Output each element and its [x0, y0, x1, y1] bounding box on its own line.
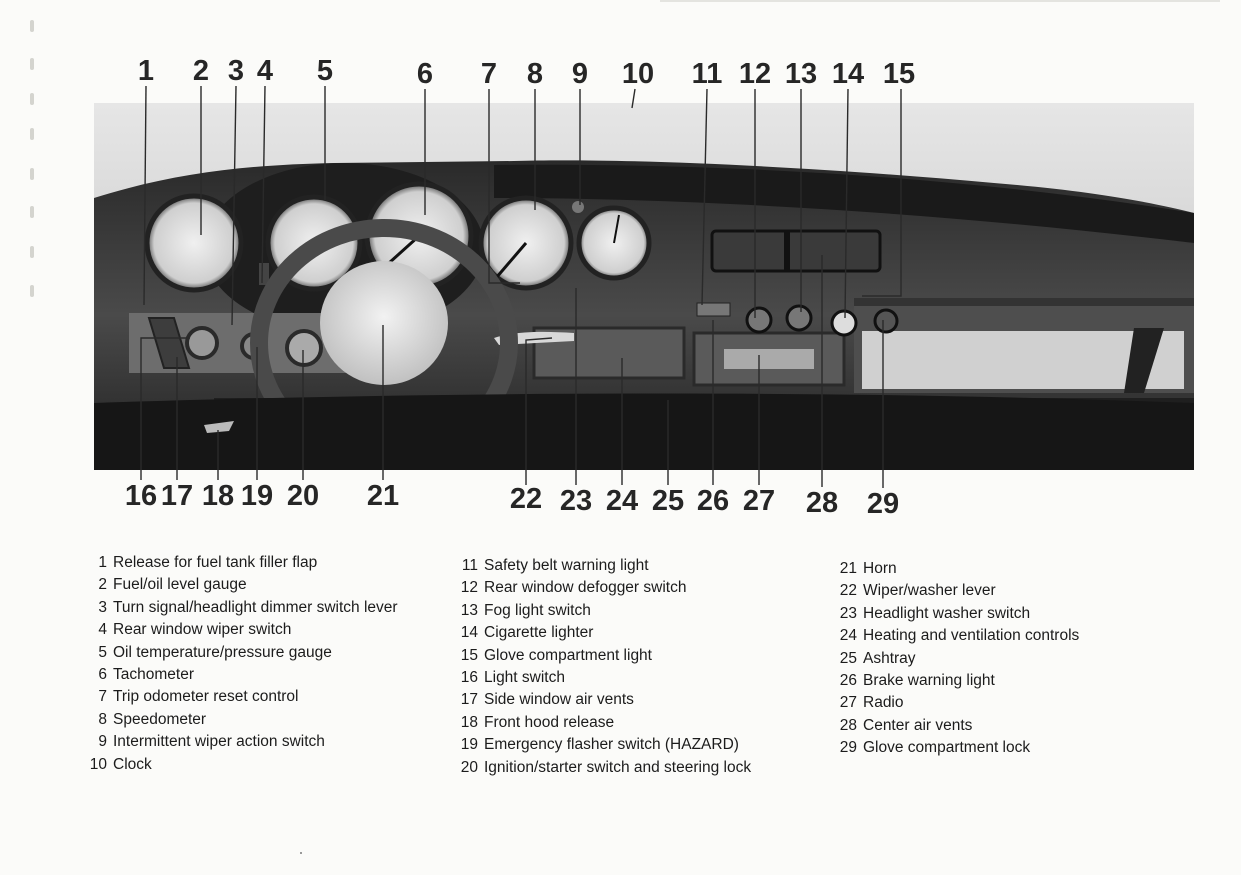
- legend-item: [456, 734, 751, 756]
- callout-number: 2: [192, 55, 210, 87]
- legend-label: Oil temperature/pressure gauge: [113, 643, 332, 661]
- legend-item: [85, 574, 398, 596]
- legend-item: [85, 709, 398, 731]
- callout-number: 29: [866, 488, 900, 520]
- legend-item: [456, 645, 751, 667]
- legend-item: [835, 692, 1079, 714]
- legend-item: [456, 667, 751, 689]
- legend-label: Brake warning light: [863, 672, 995, 690]
- binding-mark: [30, 246, 34, 258]
- callout-number: 19: [240, 480, 274, 512]
- legend-number: 11: [461, 557, 478, 574]
- callout-number: 8: [526, 58, 544, 90]
- legend-item: [85, 686, 398, 708]
- legend-item: [835, 558, 1079, 580]
- callout-number: 3: [227, 55, 245, 87]
- callout-number: 25: [651, 485, 685, 517]
- legend-label: Rear window wiper switch: [113, 621, 292, 639]
- legend-label: Heating and ventilation controls: [863, 627, 1080, 645]
- legend-number: 15: [460, 646, 478, 664]
- callout-number: 27: [742, 485, 776, 517]
- legend-column-1: [85, 552, 398, 776]
- scan-speck: [300, 852, 302, 854]
- legend-number: 22: [839, 582, 857, 600]
- callout-number: 24: [605, 485, 639, 517]
- callout-number: 13: [784, 58, 818, 90]
- legend-item: [85, 664, 398, 686]
- legend-label: Ashtray: [863, 649, 916, 667]
- binding-mark: [30, 285, 34, 297]
- legend-item: [456, 622, 751, 644]
- callout-number: 26: [696, 485, 730, 517]
- binding-mark: [30, 58, 34, 70]
- legend-item: [456, 757, 751, 779]
- legend-number: 8: [98, 710, 107, 728]
- legend-item: [835, 603, 1079, 625]
- legend-label: Safety belt warning light: [484, 557, 649, 574]
- legend-number: 5: [98, 643, 107, 661]
- legend-number: 17: [460, 691, 478, 709]
- legend-label: Speedometer: [113, 710, 207, 728]
- callout-number: 15: [882, 58, 916, 90]
- callout-number: 28: [805, 487, 839, 519]
- legend-item: [456, 577, 751, 599]
- legend-label: Fog light switch: [484, 601, 591, 619]
- legend-label: Radio: [863, 694, 904, 712]
- callout-number: 5: [316, 55, 334, 87]
- legend-label: Release for fuel tank filler flap: [113, 554, 318, 571]
- legend-label: Headlight washer switch: [863, 604, 1031, 622]
- legend-number: 25: [839, 649, 857, 667]
- legend-item: [456, 600, 751, 622]
- callout-number: 23: [559, 485, 593, 517]
- legend-item: [85, 552, 398, 574]
- callout-number: 22: [509, 483, 543, 515]
- callout-number: 17: [160, 480, 194, 512]
- callout-number: 4: [256, 55, 274, 87]
- legend-label: Horn: [863, 560, 897, 577]
- legend-item: [85, 619, 398, 641]
- legend-item: [835, 670, 1079, 692]
- legend-item: [456, 689, 751, 711]
- legend-item: [456, 555, 751, 577]
- legend-item: [835, 648, 1079, 670]
- callout-number: 21: [366, 480, 400, 512]
- dashboard-photo: [94, 103, 1194, 470]
- legend-number: 2: [98, 576, 107, 594]
- callout-number: 12: [738, 58, 772, 90]
- legend-number: 3: [98, 598, 107, 616]
- legend-number: 18: [460, 713, 478, 731]
- binding-mark: [30, 93, 34, 105]
- legend-number: 16: [460, 669, 478, 687]
- legend-number: 12: [460, 579, 478, 597]
- legend-label: Glove compartment light: [484, 646, 652, 664]
- legend-column-2: [456, 555, 751, 779]
- legend-label: Ignition/starter switch and steering lock: [484, 758, 752, 776]
- legend-number: 20: [460, 758, 478, 776]
- legend-item: [85, 754, 398, 776]
- legend-label: Cigarette lighter: [484, 624, 594, 642]
- legend-label: Fuel/oil level gauge: [113, 576, 247, 594]
- legend-item: [835, 580, 1079, 602]
- legend-label: Rear window defogger switch: [484, 579, 687, 597]
- legend-number: 10: [89, 755, 107, 773]
- legend-number: 28: [839, 716, 857, 734]
- callout-number: 7: [480, 58, 498, 90]
- legend-number: 27: [839, 694, 857, 712]
- legend-number: 21: [839, 560, 857, 577]
- binding-mark: [30, 168, 34, 180]
- legend-number: 19: [460, 736, 478, 754]
- callout-number: 20: [286, 480, 320, 512]
- callout-number: 6: [416, 58, 434, 90]
- legend-label: Turn signal/headlight dimmer switch lever: [113, 598, 398, 616]
- legend-label: Tachometer: [113, 666, 194, 684]
- legend-number: 24: [839, 627, 857, 645]
- legend-number: 9: [98, 733, 107, 751]
- legend-label: Emergency flasher switch (HAZARD): [484, 736, 739, 754]
- callout-number: 1: [137, 55, 155, 87]
- legend-number: 23: [839, 604, 857, 622]
- binding-mark: [30, 20, 34, 32]
- legend-item: [835, 715, 1079, 737]
- legend-number: 14: [460, 624, 478, 642]
- binding-mark: [30, 128, 34, 140]
- legend-number: 29: [839, 739, 857, 757]
- callout-number: 14: [831, 58, 865, 90]
- legend-item: [835, 737, 1079, 759]
- legend-number: 13: [460, 601, 478, 619]
- legend-column-3: [835, 558, 1079, 760]
- legend-label: Wiper/washer lever: [863, 582, 996, 600]
- legend-number: 4: [98, 621, 107, 639]
- legend-label: Clock: [113, 755, 152, 773]
- legend-item: [85, 731, 398, 753]
- legend-item: [835, 625, 1079, 647]
- legend-number: 26: [839, 672, 857, 690]
- legend-label: Intermittent wiper action switch: [113, 733, 325, 751]
- legend-item: [456, 712, 751, 734]
- legend-number: 1: [98, 554, 107, 571]
- legend-label: Glove compartment lock: [863, 739, 1031, 757]
- binding-mark: [30, 206, 34, 218]
- legend-number: 7: [98, 688, 107, 706]
- legend-number: 6: [98, 666, 107, 684]
- legend-label: Side window air vents: [484, 691, 634, 709]
- legend-item: [85, 642, 398, 664]
- legend-label: Front hood release: [484, 713, 615, 731]
- legend-label: Center air vents: [863, 716, 973, 734]
- legend-item: [85, 597, 398, 619]
- scan-edge-line: [660, 0, 1220, 2]
- callout-number: 16: [124, 480, 158, 512]
- legend-label: Trip odometer reset control: [113, 688, 299, 706]
- callout-number: 11: [691, 58, 723, 90]
- legend-label: Light switch: [484, 669, 565, 687]
- callout-number: 9: [571, 58, 589, 90]
- callout-number: 10: [621, 58, 655, 90]
- callout-number: 18: [201, 480, 235, 512]
